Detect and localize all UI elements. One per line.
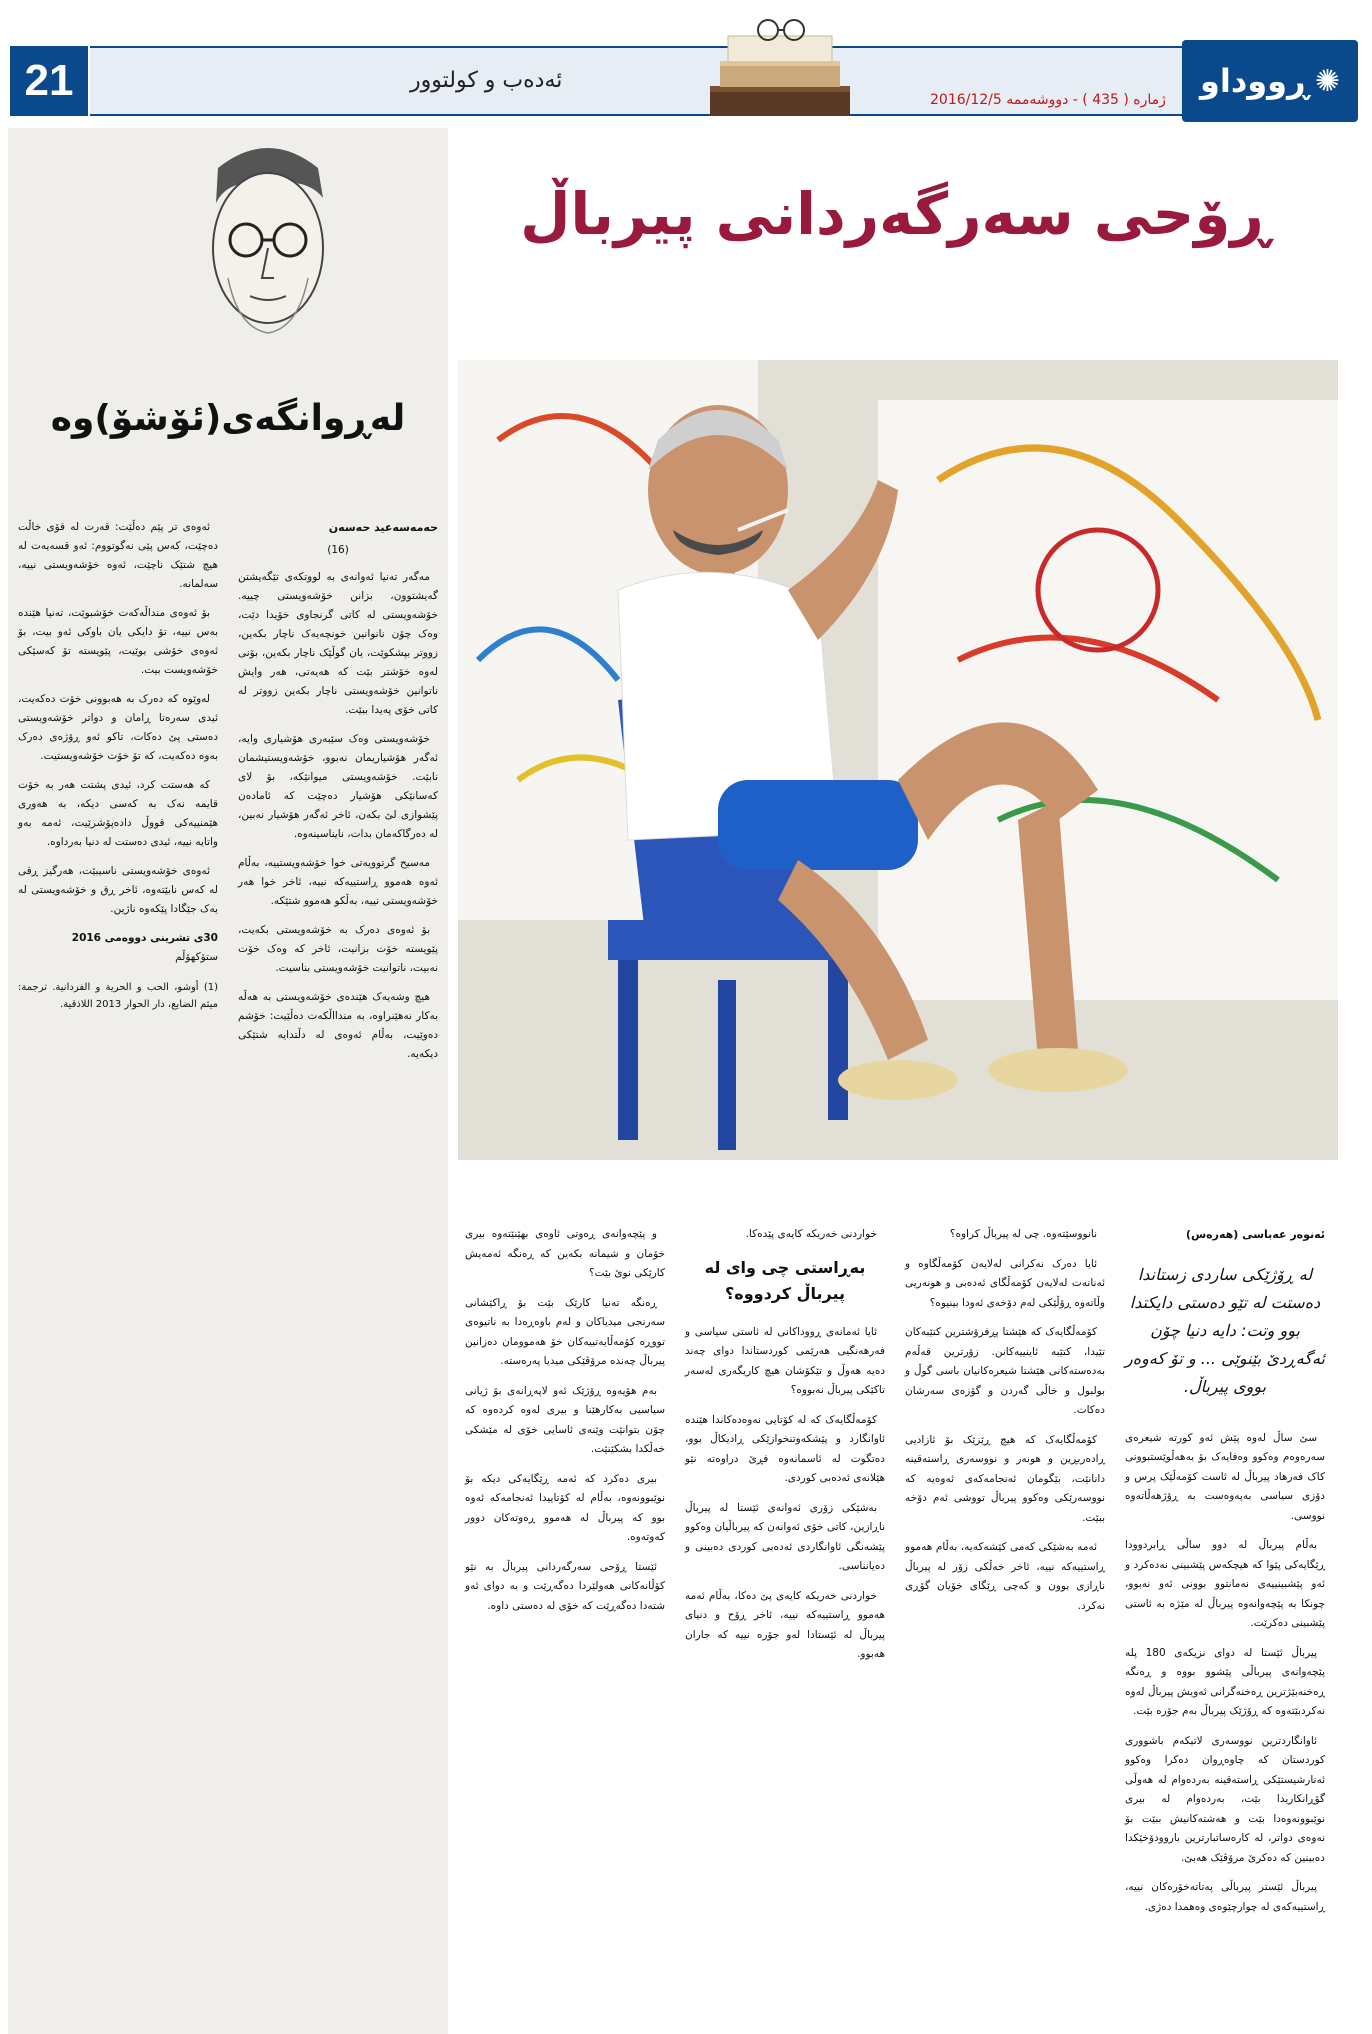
paragraph: کۆمەڵگایەک کە لە کۆتایی نەوەدەکاندا هێندە ئاوانگارد و پێشکەوتنخوازێکی ڕادیکاڵ بوو، دەتگوت لە ئاسمانەوە فڕێ دراوەتە نێو هێلانەی ئەدەبی کوردی. — [685, 1413, 885, 1484]
article-column-3 — [685, 1225, 885, 1675]
paragraph: بیری دەکرد کە ئەمە ڕێگایەکی دیکە بۆ نوێبوونەوە، بەڵام لە کۆتاییدا ئەنجامەکە ئەوە بوو کە پیرباڵ لە هەموو ڕەوتەکان دوور کەوتەوە. — [465, 1472, 665, 1543]
paragraph: بۆ ئەوەی منداڵەکەت خۆشبوێت، تەنیا هێندە بەس نییە، تۆ دایکی یان باوکی ئەو بیت، بۆ ئەوەی خۆشی بوێیت، پێویستە تۆ کەسێکی خۆشەویست بیت. — [18, 607, 218, 676]
pull-quote: لە ڕۆژێکی ساردی زستاندا دەستت لە تێو دەستی دایکتدا بوو وتت: دایە دنیا چۆن ئەگەڕدێ بێنوێی ... و تۆ کەوەر بووی پیرباڵ. — [1125, 1264, 1325, 1396]
column-text-b — [18, 518, 218, 1013]
closing-place: ستۆکهۆڵم — [175, 951, 218, 963]
columnist-portrait — [158, 128, 378, 358]
paragraph: و پێچەوانەی ڕەوتی ئاوەی بهێنێتەوە بیری خۆمان و شیمانە بکەین کە ڕەنگە ئەمەیش کارێکی نوێ بێت؟ — [465, 1228, 665, 1279]
paragraph: کە هەستت کرد، ئیدی پشتت هەر بە خۆت قایمە نەک بە کەسی دیکە، بە هەوری هێمنییەکی قووڵ دادەپۆشرێیت، ئەمە بەو واتایە نییە، ئیدی دەستت لە دنیا بەرداوە. — [18, 779, 218, 848]
paragraph: خواردنی خەریکە کایەی پێدەکا. — [745, 1228, 877, 1240]
paragraph: پیرباڵ ئێستر پیرباڵی پەتاتەخۆرەکان نییە، ڕاستییەکەی لە چوارچێوەی وەهمدا دەژی. — [1125, 1881, 1325, 1913]
column-text-a — [238, 518, 438, 1074]
logo-text: ڕووداو — [1200, 62, 1309, 100]
column-author: حەمەسەعید حەسەن — [328, 521, 438, 534]
page-header — [0, 0, 1372, 140]
paragraph: ئێستا ڕۆحی سەرگەردانی پیرباڵ بە نێو کۆڵانەکانی هەولێردا دەگەڕێت و بە دوای ئەو شتەدا دەگەڕێت کە خۆی لە دەستی داوە. — [465, 1560, 665, 1612]
paragraph: هیچ وشەیەک هێندەی خۆشەویستی بە هەڵە بەکار نەهێنراوە، بە مندااڵکەت دەڵێیت: خۆشم دەوێیت، بەڵام ئەوەی لە دڵتدایە شتێکی دیکەیە. — [238, 991, 438, 1060]
column-body — [18, 518, 438, 2028]
article-column-4 — [465, 1225, 665, 1626]
paragraph: لەوێوە کە دەرک بە هەبوونی خۆت دەکەیت، ئیدی سەرەتا ڕامان و دواتر خۆشەویستی دەستی پێ دەکات، تاکو ئەو ڕۆژەی دەرک بەوە دەکەیت، کە تۆ خۆت خۆشەویستیت. — [18, 693, 218, 762]
paragraph: ئەمە بەشێکی کەمی کێشەکەیە، بەڵام هەموو ڕاستییەکە نییە، ئاخر خەڵکی زۆر لە پیرباڵ ناڕازی بوون و کەچی ڕێگای خۆیان گۆڕی نەکرد. — [905, 1541, 1105, 1612]
rudaw-logo — [1182, 40, 1358, 122]
article-subheading: بەڕاستی چی وای لە پیرباڵ کردووە؟ — [704, 1257, 866, 1303]
paragraph: ئەوەی تر پێم دەڵێت: قەرت لە قۆی خاڵت دەچێت، کەس پێی نەگوتووم: ئەو قسەیەت لە هیچ شتێک ناچێت، ئەوە خۆشەویستی نییە، سەلمانە. — [18, 521, 218, 590]
paragraph: مەسیح گرتوویەتی خوا خۆشەویستییە، بەڵام ئەوە هەموو ڕاستییەکە نییە، ئاخر خوا هەر خۆشەویستی نییە، بەڵکو هەموو شتێکە. — [238, 857, 438, 907]
paragraph: خواردنی خەریکە کایەی پێ دەکا، بەڵام ئەمە هەموو ڕاستییەکە نییە، ئاخر ڕۆح و دنیای پیرباڵ لە ئێستادا لەو جۆرە نییە کە جاران هەبوو. — [685, 1589, 885, 1660]
paragraph: خۆشەویستی وەک سێبەری هۆشیاری وایە، ئەگەر هۆشیاریمان نەبوو، خۆشەویستیشمان نابێت. خۆشەویستی میوانێکە، بۆ لای کەسانێکی هۆشیار دەچێت کە ئامادەن پێشوازی لێ بکەن، ئاخر ئەگەر هۆشیار نەبین، لە دەرگاکەمان بدات، نایناسینەوە. — [238, 733, 438, 840]
paragraph: ئایا دەرک نەکرانی لەلایەن کۆمەڵگاوە و ئەنانەت لەلایەن کۆمەڵگای ئەدەبی و هونەریی وڵاتەوە ڕۆڵێکی لەم دۆخەی ئەودا بینیوە؟ — [905, 1257, 1105, 1309]
column-title: لەڕوانگەی(ئۆشۆ)وە — [50, 398, 406, 439]
paragraph: ئەوەی خۆشەویستی ناسیبێت، هەرگیز ڕقی لە کەس نابێتەوە، ئاخر ڕق و خۆشەویستی لە یەک جێگادا پێکەوە ناژین. — [18, 865, 218, 915]
paragraph: پیرباڵ ئێستا لە دوای نزیکەی 180 پلە پێچەوانەی پیرباڵی پێشوو بووە و ڕەنگە ڕەخنەبێژترین ڕەخنەگرانی ئەویش پیرباڵ لەوە نەکردبێتەوە کە ڕۆژێک پیرباڵ بەم جۆرە بێت. — [1125, 1646, 1325, 1717]
issue-info: ژمارە ( 435 ) - دووشەممە 2016/12/5 — [930, 92, 1166, 108]
paragraph: ئاوانگاردترین نووسەری لاتیکەم باشووری کوردستان کە چاوەڕوان دەکرا وەکوو ئەنارشیستێکی ڕاستەقینە بەردەوام لە هەوڵی گۆڕانکاریدا بێت، بەردەوام لە بیری نوێبوونەوەدا بێت و هەشتەکانیش ببێت بۆ نەوەی دواتر، لە کارەساتبارترین باروودۆخێکدا دەبینین کە دەکرێ مرۆڤێک هەبێ. — [1125, 1734, 1325, 1864]
footnote: (1) أوشو، الحب و الحرية و الفردانية. ترجمة: ميثم الضايع، دار الحوار 2013 اللاذقية. — [18, 982, 218, 1010]
part-number: (16) — [327, 544, 349, 556]
article-body — [455, 1225, 1335, 2025]
article-column-2 — [905, 1225, 1105, 1626]
paragraph: بۆ ئەوەی دەرک بە خۆشەویستی بکەیت، پێویستە خۆت بزانیت، ئاخر کە وەک خۆت نەبیت، ناتوانیت خۆشەویستی بناسیت. — [238, 924, 438, 974]
paragraph: بەم هۆیەوە ڕۆژێک ئەو لاپەڕانەی بۆ ژیانی سیاسیی بەکارهێنا و بیری لەوە کردەوە کە چۆن بتوانێت وێنەی ئاسایی خۆی لە مێشکی خەڵکدا بشکێنێت. — [465, 1384, 665, 1455]
books-illustration — [680, 6, 880, 126]
paragraph: ڕەنگە تەنیا کارێک بێت بۆ ڕاکێشانی سەرنجی میدیاکان و لەم باوەڕەدا بە ناتیوەی تووڕە کۆمەڵایەتییەکان خۆ هەموومان دەزانین پیرباڵ چەندە مرۆڤێکی میدیا پەرەستە. — [465, 1296, 665, 1367]
section-title: ئەدەب و کولتوور — [410, 68, 563, 93]
paragraph: مەگەر تەنیا ئەوانەی بە لووتکەی تێگەیشتن گەیشتوون، بزانن خۆشەویستی چییە. خۆشەویستی لە کاتی گرنجاوی خۆیدا دێت، وەک چۆن نانوانین خونچەیەک ناچار بکەین، زووتر بپشکوێت، یان گوڵێک ناچار بکەین، بۆنی لەوە خۆشتر بێت کە هەیەتی، هەر وایش ناتوانین خۆشەویستی ناچار بکەین زووتر لە کاتی خۆی پەیدا ببێت. — [238, 571, 438, 716]
article-title: ڕۆحی سەرگەردانی پیرباڵ — [520, 180, 1270, 248]
article-column-1 — [1125, 1225, 1325, 1927]
paragraph: کۆمەڵگایەک کە هیچ ڕێزێک بۆ ئازادیی ڕادەربڕین و هونەر و نووسەری ڕاستەقینە دانانێت، بێگومان ئەنجامەکەی ئەوەیە کە نووسەرێکی وەکوو پیرباڵ تووشی ئەم دۆخە ببێت. — [905, 1433, 1105, 1524]
article-photo — [458, 360, 1338, 1160]
paragraph: ئایا ئەمانەی ڕووداکانی لە ئاستی سیاسی و فەرهەنگیی هەرێمی کوردستاندا دوای چەند دەیە هەوڵ و تێکۆشان هیچ کاریگەری لەسەر تاکێکی پیرباڵ نەبووە؟ — [685, 1325, 885, 1396]
paragraph: نانووسێتەوە. چی لە پیرباڵ کراوە؟ — [949, 1228, 1097, 1240]
paragraph: سێ ساڵ لەوە پێش ئەو کورتە شیعرەی سەرەوەم وەکوو وەفایەک بۆ بەهەڵوێستبوونی کاک فەرهاد پیرباڵ لە ئاست کۆمەڵێک پرس و دۆزی سیاسی بەپەوەست بە ڕۆژهەڵاتەوە نووسی. — [1125, 1431, 1325, 1522]
article-author: ئەنوەر عەباسی (هەرەس) — [1185, 1228, 1325, 1241]
paragraph: بەشێکی زۆری ئەوانەی ئێستا لە پیرباڵ ناڕازین، کاتی خۆی ئەوانەن کە پیرباڵیان وەکوو پێشەنگی ئاوانگاردی ئەدەبی کوردی دەبینی و دەیانناسی. — [685, 1501, 885, 1572]
page-number: 21 — [10, 46, 88, 116]
sun-icon: ✺ — [1314, 63, 1340, 99]
closing-date: 30ی تشرینی دووەمی 2016 — [71, 932, 218, 944]
paragraph: بەڵام پیرباڵ لە دوو ساڵی ڕابردوودا ڕێگایەکی پێوا کە هیچکەس پێشبینی نەدەکرد و ئەو پێشبینییەی نەمانتوو بوونی ئەو نەبوو، چونکا بە پێچەوانەوە پیرباڵ لە مێژە بە ئاستی پێشبینی دەکرێت. — [1125, 1539, 1325, 1629]
opinion-column — [8, 128, 448, 2034]
paragraph: کۆمەڵگایەک کە هێشتا پڕفرۆشترین کتێبەکان تێیدا، کتێبە ئاینییەکانن. زۆرترین قەڵەم بەدەستەکانی هێشتا شیعرەکانیان باسی گوڵ و بولبول و خاڵی گەردن و گۆزەی سەرشان دەکات. — [905, 1326, 1105, 1416]
